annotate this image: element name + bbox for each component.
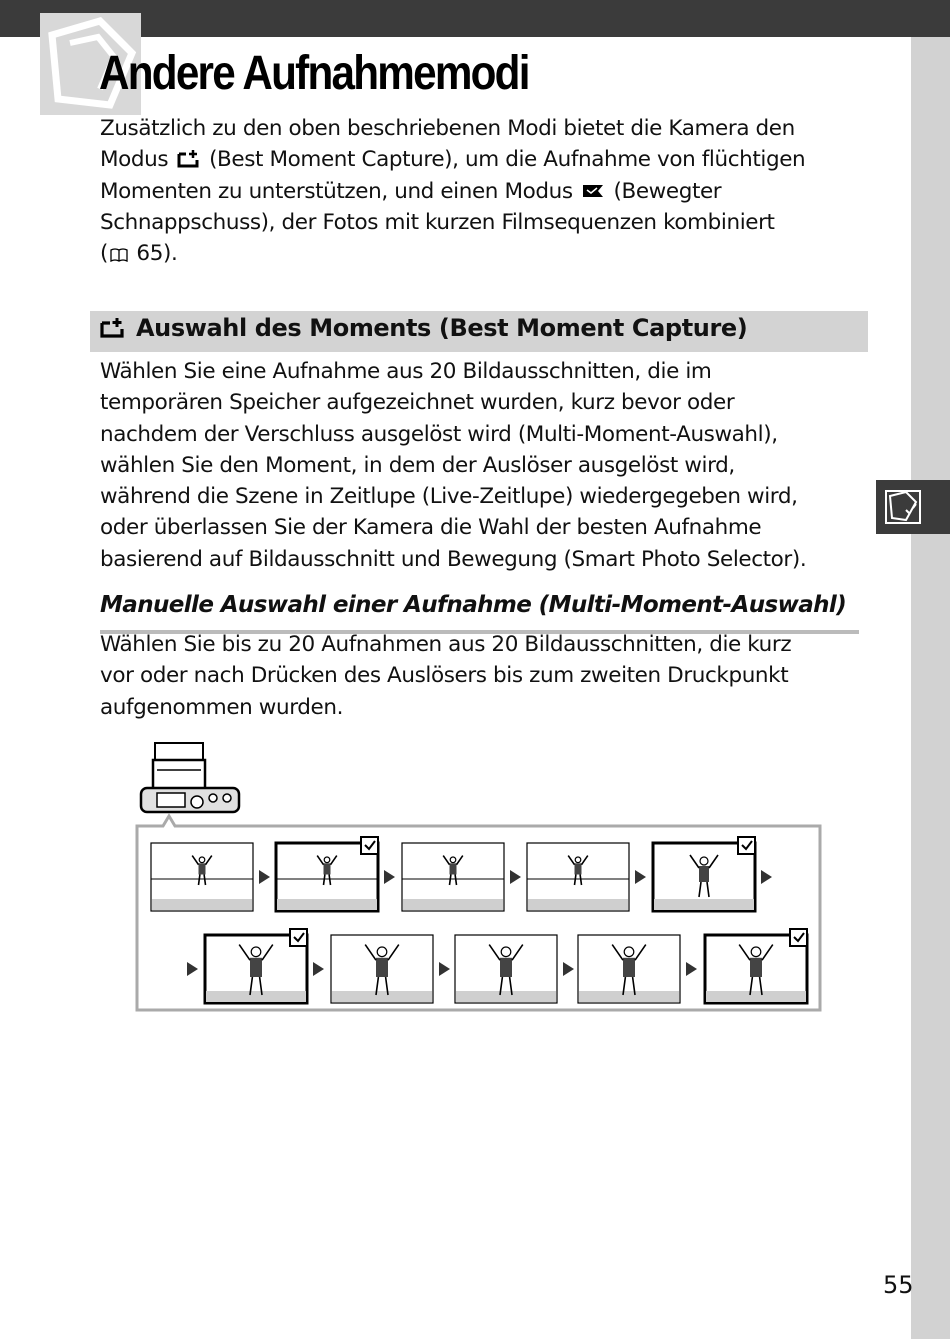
chapter-tab-icon [876,480,950,534]
sequence-arrow-icon [259,870,270,884]
section-line: Wählen Sie eine Aufnahme aus 20 Bildausschnitten, die im [100,359,712,384]
frame-thumbnail [151,843,253,911]
intro-paragraph [100,113,870,269]
page-number: 55 [883,1271,914,1299]
frame-thumbnail [705,929,807,1003]
section-line: basierend auf Bildausschnitt und Bewegung (Smart Photo Selector). [100,546,807,572]
best-moment-capture-icon [177,149,201,169]
checkbox-icon [290,929,307,946]
frames-group [151,837,807,1003]
book-reference-icon [110,247,128,263]
frame-thumbnail [653,837,755,911]
intro-line [100,238,870,269]
sequence-arrow-icon [635,870,646,884]
intro-line-part: (Best Moment Capture), um die Aufnahme von flüchtigen [209,147,806,173]
section-line: nachdem der Verschluss ausgelöst wird (Multi-Moment-Auswahl), [100,421,778,447]
page-title: Andere Aufnahmemodi [99,47,529,100]
sequence-arrow-icon [510,870,521,884]
frame-thumbnail [331,935,433,1003]
subsection-line: vor oder nach Drücken des Auslösers bis zum zweiten Druckpunkt [100,663,789,689]
checkbox-icon [738,837,755,854]
section-heading-box [90,311,868,352]
chapter-tab [876,480,950,534]
intro-line: Zusätzlich zu den oben beschriebenen Modi bietet die Kamera den [100,116,795,141]
subsection-heading: Manuelle Auswahl einer Aufnahme (Multi-Moment-Auswahl) [100,592,847,618]
chapter-sidebar [911,37,950,1339]
section-heading [98,314,747,342]
frame-thumbnail [527,843,629,911]
frame-thumbnail [455,935,557,1003]
subsection-heading-box [100,590,859,634]
intro-line-part: Modus [100,147,175,173]
sequence-arrow-icon [761,870,772,884]
header-bar [0,0,950,37]
section-line: oder überlassen Sie der Kamera die Wahl der besten Aufnahme [100,515,762,541]
diagram-illustration [135,740,835,1020]
intro-line [100,176,870,207]
frame-thumbnail [205,929,307,1003]
sequence-arrow-icon [563,962,574,976]
subsection-line: Wählen Sie bis zu 20 Aufnahmen aus 20 Bildausschnitten, die kurz [100,632,792,657]
sequence-arrow-icon [187,962,198,976]
frame-thumbnail [276,837,378,911]
motion-snapshot-icon [581,181,605,201]
sequence-arrow-icon [439,962,450,976]
camera-illustration [141,743,239,812]
best-moment-capture-icon [100,317,126,339]
subsection-line: aufgenommen wurden. [100,694,344,720]
intro-line-part: (Bewegter [613,178,722,204]
frame-thumbnail [578,935,680,1003]
section-paragraph [100,356,870,575]
section-heading-text: Auswahl des Moments (Best Moment Capture) [135,314,748,342]
intro-line: Schnappschuss), der Fotos mit kurzen Filmsequenzen kombiniert [100,209,775,235]
subsection-paragraph [100,629,870,723]
section-line: wählen Sie den Moment, in dem der Auslöser ausgelöst wird, [100,452,735,478]
multi-moment-diagram [135,740,835,1020]
checkbox-icon [790,929,807,946]
frame-thumbnail [402,843,504,911]
intro-line-part: Momenten zu unterstützen, und einen Modus [100,178,580,204]
intro-line-part: 65). [130,241,178,267]
sequence-arrow-icon [384,870,395,884]
section-line: temporären Speicher aufgezeichnet wurden, kurz bevor oder [100,390,735,416]
sequence-arrow-icon [313,962,324,976]
intro-line-part: ( [100,241,108,267]
section-line: während die Szene in Zeitlupe (Live-Zeitlupe) wiedergegeben wird, [100,484,798,510]
intro-line [100,144,870,175]
checkbox-icon [361,837,378,854]
sequence-arrow-icon [686,962,697,976]
